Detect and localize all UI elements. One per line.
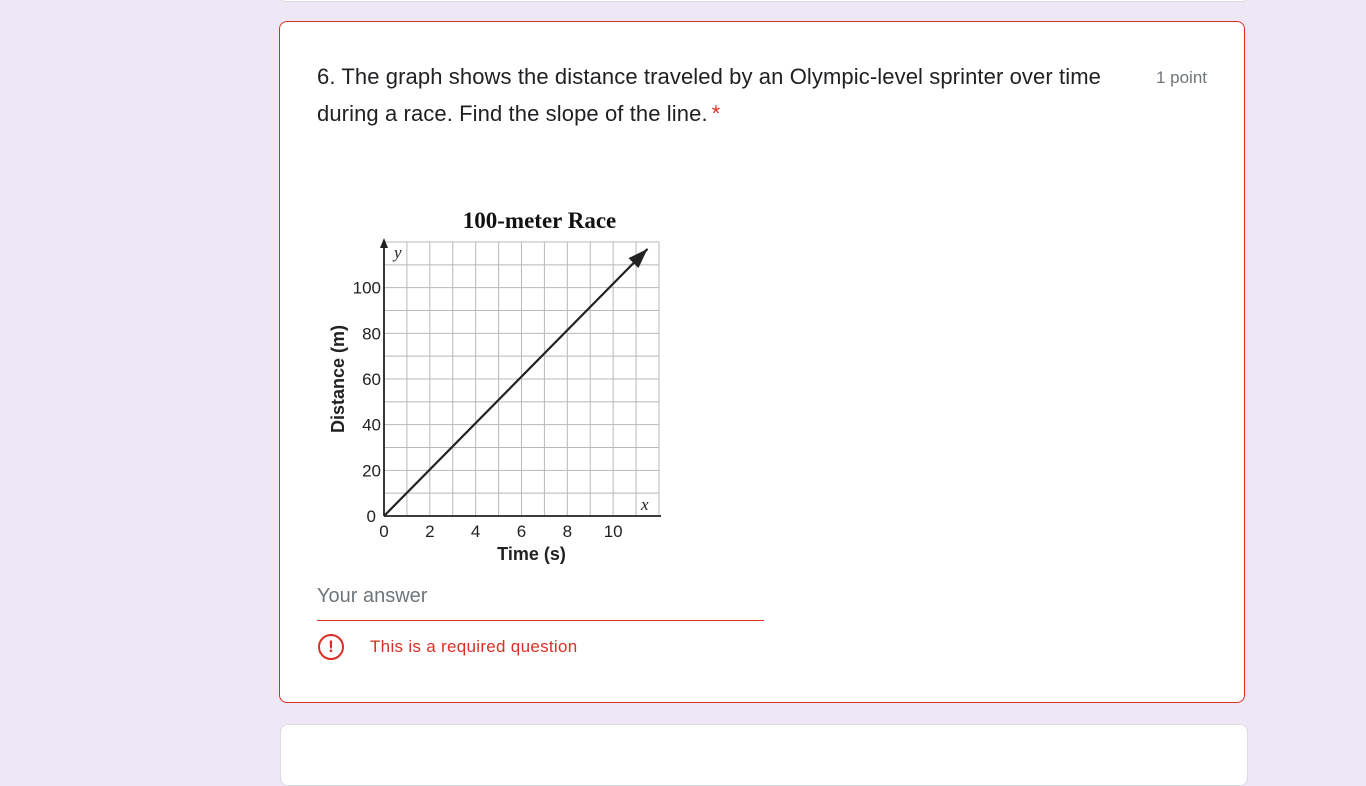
x-axis-letter: x bbox=[641, 495, 649, 514]
x-tick-label: 0 bbox=[379, 522, 389, 541]
question-image bbox=[317, 182, 677, 564]
y-tick-label: 20 bbox=[362, 461, 381, 481]
answer-input[interactable] bbox=[317, 585, 764, 608]
next-question-card bbox=[280, 724, 1248, 786]
question-card bbox=[279, 21, 1245, 703]
y-axis-arrow bbox=[380, 238, 388, 248]
series-line bbox=[384, 249, 648, 516]
distance-time-chart bbox=[317, 182, 677, 564]
error-text: This is a required question bbox=[370, 637, 578, 656]
x-tick-label: 6 bbox=[516, 522, 527, 541]
x-tick-label: 8 bbox=[562, 522, 573, 541]
x-tick-label: 2 bbox=[425, 522, 435, 541]
y-tick-label: 100 bbox=[352, 278, 381, 298]
question-points: 1 point bbox=[1155, 68, 1207, 87]
required-asterisk: * bbox=[711, 101, 721, 126]
y-tick-label: 80 bbox=[362, 324, 381, 344]
chart-title: 100-meter Race bbox=[462, 208, 617, 233]
x-axis-label: Time (s) bbox=[497, 544, 566, 564]
y-axis-label: Distance (m) bbox=[328, 324, 348, 434]
question-header bbox=[317, 58, 1207, 132]
x-tick-label: 4 bbox=[470, 522, 481, 541]
y-tick-label: 60 bbox=[362, 370, 381, 389]
y-axis-letter: y bbox=[394, 243, 402, 262]
x-tick-label: 10 bbox=[603, 522, 623, 541]
error-circle-icon: ! bbox=[318, 634, 344, 660]
previous-question-card bbox=[280, 0, 1248, 2]
question-title bbox=[317, 58, 1147, 132]
y-tick-label: 0 bbox=[366, 507, 376, 526]
question-text: 6. The graph shows the distance traveled by an Olympic-level sprinter over time during a race. Find the slope of the line. bbox=[317, 64, 1101, 126]
answer-field[interactable] bbox=[317, 582, 764, 621]
error-message bbox=[318, 634, 578, 660]
y-tick-label: 40 bbox=[362, 415, 381, 435]
